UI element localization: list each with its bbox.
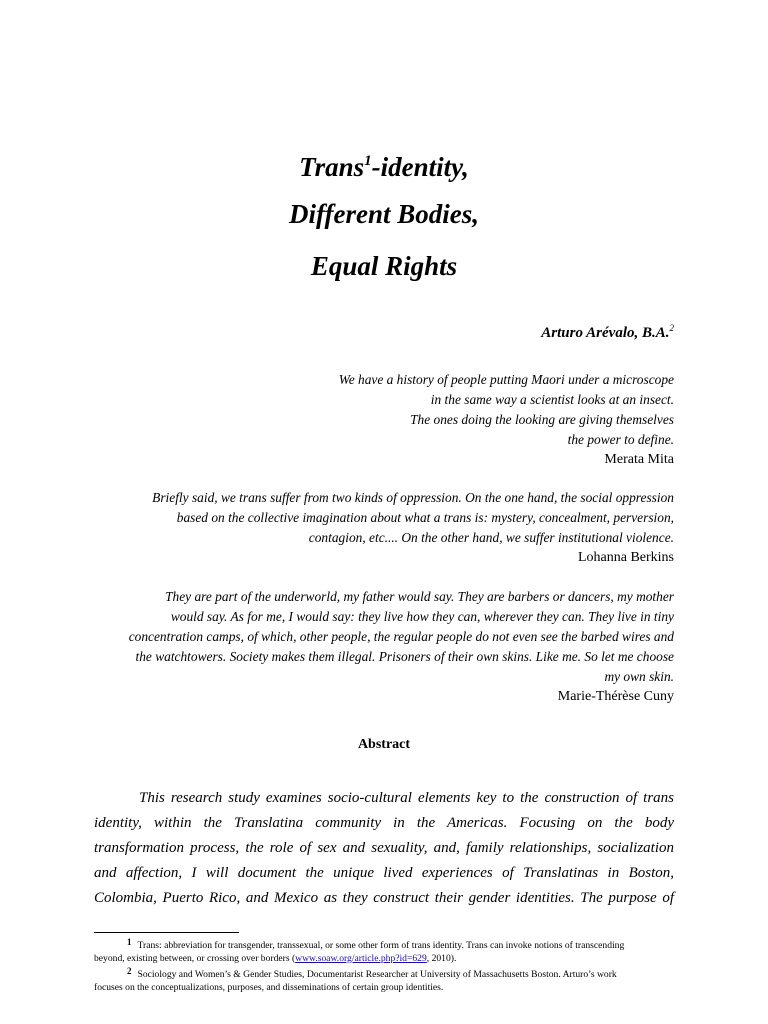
epigraph-3 [129,587,674,707]
abstract-body [94,786,674,911]
abstract-line: Colombia, Puerto Rico, and Mexico as they construct their gender identities. The purpose of [94,890,674,906]
epigraph-line: based on the collective imagination about what a trans is: mystery, concealment, perversion, [176,510,674,525]
title-line-3: Equal Rights [310,251,458,281]
title-line-2: Different Bodies, [289,199,479,229]
author-name: Arturo Arévalo, B.A. [541,325,670,341]
footnote-mark: 1 [127,937,132,947]
epigraph-line: Briefly said, we trans suffer from two kinds of oppression. On the one hand, the social oppression [152,490,674,505]
title-text: -identity, [371,152,469,182]
epigraph-source: Merata Mita [604,452,674,467]
epigraph-line: We have a history of people putting Maori under a microscope [338,372,674,387]
footnote-1-cont [94,953,674,966]
abstract-line: This research study examines socio-cultural elements key to the construction of trans [139,790,674,806]
footnote-ref-1[interactable]: 1 [364,153,372,169]
epigraph-line: the power to define. [567,432,674,447]
epigraph-line: my own skin. [604,669,674,684]
epigraph-line: They are part of the underworld, my father would say. They are barbers or dancers, my mother [165,589,674,604]
footnote-text: beyond, existing between, or crossing over borders ( [94,952,296,964]
footnote-text: , 2010). [426,952,457,964]
footnote-link[interactable]: www.soaw.org/article.php?id=629 [295,952,427,964]
epigraph-line: contagion, etc.... On the other hand, we suffer institutional violence. [308,530,674,545]
abstract-heading: Abstract [357,737,411,752]
footnotes [94,936,674,994]
epigraph-line: in the same way a scientist looks at an insect. [430,392,674,407]
epigraph-line: would say. As for me, I would say: they live how they can, wherever they can. They live in tiny [170,609,674,624]
footnote-mark: 2 [127,966,132,977]
epigraph-source: Marie-Thérèse Cuny [557,689,674,704]
epigraph-2 [152,488,674,568]
footnote-separator [94,932,239,933]
abstract-line: transformation process, the role of sex and sexuality, and, family relationships, socialization [94,840,674,856]
abstract-line: identity, within the Translatina community in the Americas. Focusing on the body [94,815,674,831]
epigraph-1 [339,370,674,470]
abstract-line: and affection, I will document the unique lived experiences of Translatinas in Boston, [94,865,674,881]
title-text: Trans [299,152,365,182]
footnote-text: Trans: abbreviation for transgender, transsexual, or some other form of trans identity. Trans can invoke notions of transcending [137,940,625,951]
title-line-1 [0,145,768,183]
footnote-1 [94,936,674,953]
epigraph-line: The ones doing the looking are giving themselves [410,412,674,427]
epigraph-source: Lohanna Berkins [577,550,674,565]
footnote-2-cont: focuses on the conceptualizations, purposes, and disseminations of certain group identities. [94,981,444,993]
epigraph-line: concentration camps, of which, other people, the regular people do not even see the barbed wires and [128,629,674,644]
author-line [541,318,674,343]
footnote-text: Sociology and Women’s & Gender Studies, Documentarist Researcher at University of Massachusetts Boston. Arturo’s work [137,969,617,981]
epigraph-line: the watchtowers. Society makes them illegal. Prisoners of their own skins. Like me. So let me choose [135,649,674,664]
footnote-ref-2[interactable]: 2 [669,323,674,333]
footnote-2 [94,965,674,982]
